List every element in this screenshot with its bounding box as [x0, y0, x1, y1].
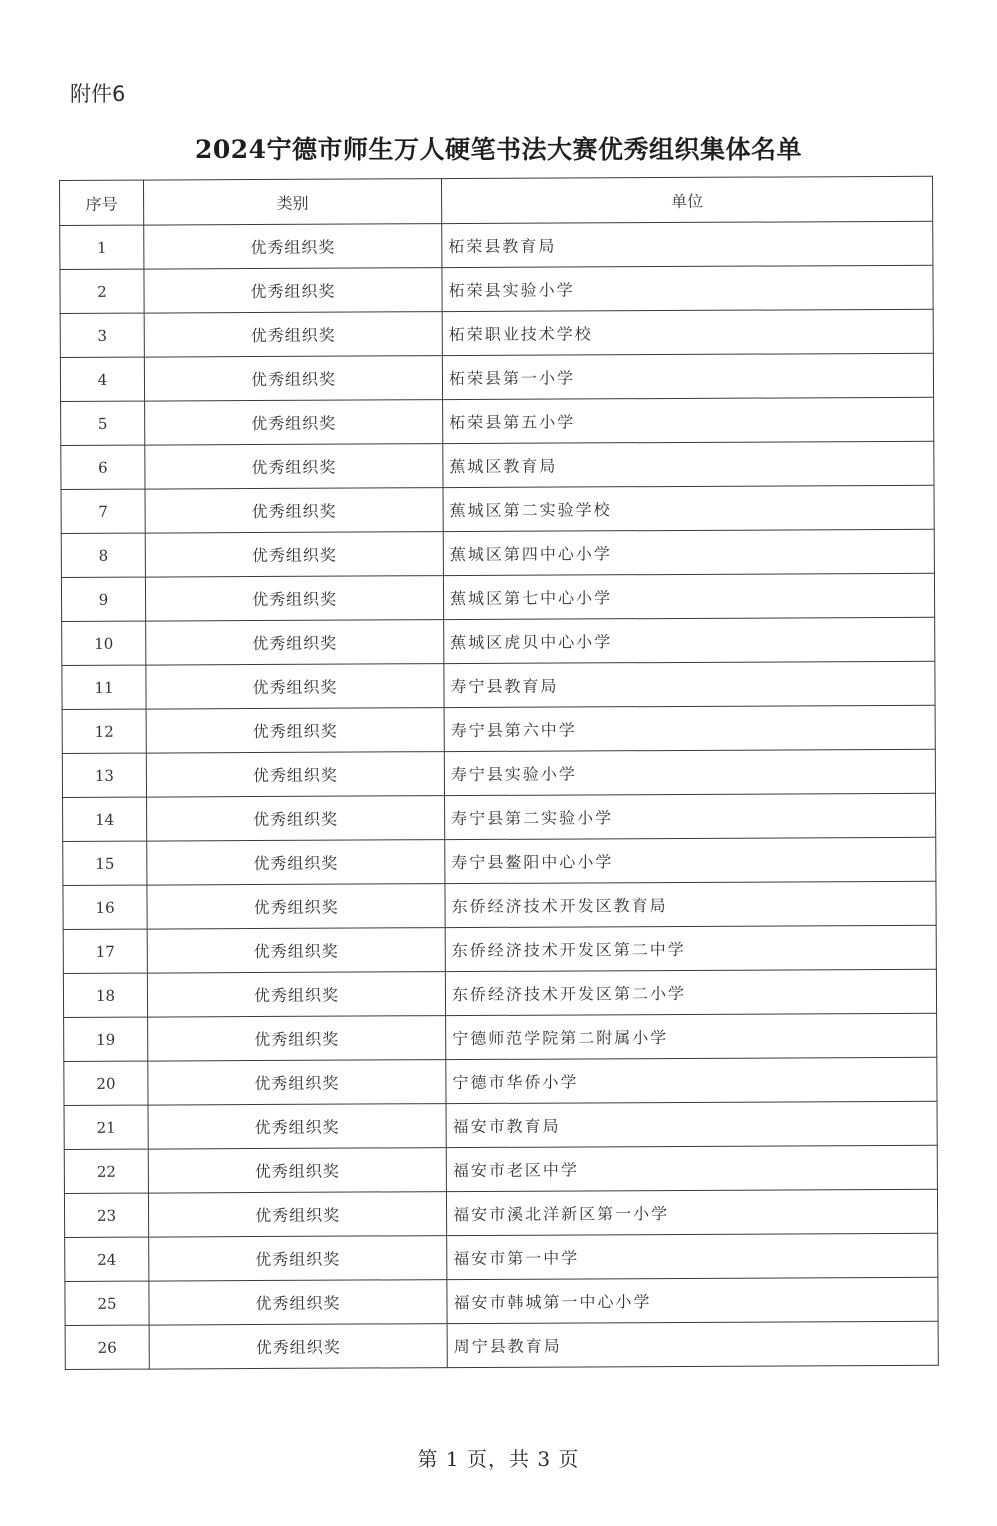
category-cell: 优秀组织奖 — [147, 972, 445, 1017]
category-cell: 优秀组织奖 — [146, 752, 444, 797]
table-row — [61, 485, 934, 533]
table-row — [64, 1101, 937, 1149]
document-title: 2024宁德市师生万人硬笔书法大赛优秀组织集体名单 — [194, 135, 803, 164]
serial-number-cell: 22 — [64, 1149, 148, 1193]
unit-cell: 东侨经济技术开发区第二小学 — [445, 969, 936, 1015]
table-row — [64, 1057, 937, 1105]
category-cell: 优秀组织奖 — [147, 796, 445, 841]
serial-number-cell: 13 — [62, 753, 146, 797]
unit-cell: 福安市老区中学 — [446, 1145, 937, 1191]
category-cell: 优秀组织奖 — [145, 488, 443, 533]
unit-cell: 寿宁县第六中学 — [444, 705, 935, 751]
unit-cell: 蕉城区虎贝中心小学 — [444, 617, 935, 663]
table-row — [62, 617, 935, 665]
unit-cell: 寿宁县教育局 — [444, 661, 935, 707]
unit-cell: 东侨经济技术开发区第二中学 — [445, 925, 936, 971]
serial-number-cell: 15 — [63, 841, 147, 885]
serial-number-cell: 18 — [63, 973, 147, 1017]
serial-number-cell: 23 — [64, 1193, 148, 1237]
category-cell: 优秀组织奖 — [145, 444, 443, 489]
category-cell: 优秀组织奖 — [148, 1192, 446, 1237]
unit-cell: 蕉城区第四中心小学 — [443, 529, 934, 575]
table-row — [60, 309, 933, 357]
unit-cell: 柘荣县第五小学 — [443, 397, 934, 443]
serial-number-cell: 11 — [62, 665, 146, 709]
table-row — [63, 793, 936, 841]
serial-number-cell: 25 — [65, 1281, 149, 1325]
category-cell: 优秀组织奖 — [148, 1016, 446, 1061]
category-cell: 优秀组织奖 — [149, 1236, 447, 1281]
table-row — [61, 441, 934, 489]
unit-cell: 周宁县教育局 — [447, 1321, 938, 1367]
award-list-table — [59, 176, 939, 1370]
table-row — [60, 221, 933, 269]
table-row — [64, 1013, 937, 1061]
unit-cell: 柘荣县实验小学 — [442, 265, 933, 311]
category-cell: 优秀组织奖 — [149, 1324, 447, 1369]
serial-number-cell: 9 — [61, 577, 145, 621]
unit-cell: 蕉城区第二实验学校 — [443, 485, 934, 531]
header-serial-number: 序号 — [60, 180, 144, 225]
category-cell: 优秀组织奖 — [144, 268, 442, 313]
unit-cell: 柘荣县教育局 — [442, 221, 933, 267]
category-cell: 优秀组织奖 — [147, 928, 445, 973]
page-footer: 第 1 页，共 3 页 — [417, 1447, 580, 1471]
serial-number-cell: 4 — [60, 357, 144, 401]
attachment-label: 附件6 — [70, 82, 126, 106]
category-cell: 优秀组织奖 — [144, 312, 442, 357]
category-cell: 优秀组织奖 — [149, 1280, 447, 1325]
category-cell: 优秀组织奖 — [146, 620, 444, 665]
table-header-row — [60, 176, 933, 225]
table-row — [63, 925, 936, 973]
serial-number-cell: 1 — [60, 225, 144, 269]
category-cell: 优秀组织奖 — [147, 840, 445, 885]
serial-number-cell: 8 — [61, 533, 145, 577]
unit-cell: 蕉城区第七中心小学 — [443, 573, 934, 619]
category-cell: 优秀组织奖 — [148, 1060, 446, 1105]
unit-cell: 柘荣县第一小学 — [442, 353, 933, 399]
table-row — [62, 661, 935, 709]
category-cell: 优秀组织奖 — [145, 532, 443, 577]
serial-number-cell: 10 — [62, 621, 146, 665]
serial-number-cell: 26 — [65, 1325, 149, 1369]
table-row — [61, 529, 934, 577]
unit-cell: 福安市教育局 — [446, 1101, 937, 1147]
table-row — [62, 749, 935, 797]
serial-number-cell: 21 — [64, 1105, 148, 1149]
table-row — [63, 837, 936, 885]
serial-number-cell: 3 — [60, 313, 144, 357]
table-row — [63, 881, 936, 929]
header-unit: 单位 — [441, 176, 932, 223]
unit-cell: 蕉城区教育局 — [443, 441, 934, 487]
category-cell: 优秀组织奖 — [146, 664, 444, 709]
serial-number-cell: 16 — [63, 885, 147, 929]
category-cell: 优秀组织奖 — [148, 1148, 446, 1193]
table-row — [60, 265, 933, 313]
category-cell: 优秀组织奖 — [145, 576, 443, 621]
unit-cell: 福安市溪北洋新区第一小学 — [446, 1189, 937, 1235]
serial-number-cell: 14 — [63, 797, 147, 841]
serial-number-cell: 19 — [64, 1017, 148, 1061]
unit-cell: 福安市韩城第一中心小学 — [447, 1277, 938, 1323]
unit-cell: 东侨经济技术开发区教育局 — [445, 881, 936, 927]
table-row — [65, 1233, 938, 1281]
serial-number-cell: 7 — [61, 489, 145, 533]
category-cell: 优秀组织奖 — [148, 1104, 446, 1149]
serial-number-cell: 12 — [62, 709, 146, 753]
unit-cell: 寿宁县第二实验小学 — [445, 793, 936, 839]
table-row — [65, 1321, 938, 1369]
table-row — [61, 397, 934, 445]
table-row — [65, 1277, 938, 1325]
category-cell: 优秀组织奖 — [146, 708, 444, 753]
unit-cell: 寿宁县鳌阳中心小学 — [445, 837, 936, 883]
category-cell: 优秀组织奖 — [144, 224, 442, 269]
serial-number-cell: 5 — [61, 401, 145, 445]
unit-cell: 柘荣职业技术学校 — [442, 309, 933, 355]
serial-number-cell: 17 — [63, 929, 147, 973]
unit-cell: 寿宁县实验小学 — [444, 749, 935, 795]
table-row — [61, 573, 934, 621]
unit-cell: 宁德师范学院第二附属小学 — [446, 1013, 937, 1059]
unit-cell: 宁德市华侨小学 — [446, 1057, 937, 1103]
table-row — [60, 353, 933, 401]
table-row — [63, 969, 936, 1017]
serial-number-cell: 2 — [60, 269, 144, 313]
unit-cell: 福安市第一中学 — [447, 1233, 938, 1279]
serial-number-cell: 6 — [61, 445, 145, 489]
serial-number-cell: 24 — [65, 1237, 149, 1281]
category-cell: 优秀组织奖 — [147, 884, 445, 929]
category-cell: 优秀组织奖 — [145, 400, 443, 445]
table-body — [60, 221, 939, 1369]
serial-number-cell: 20 — [64, 1061, 148, 1105]
award-list-table-container — [59, 176, 938, 1421]
table-row — [62, 705, 935, 753]
header-category: 类别 — [144, 179, 442, 225]
category-cell: 优秀组织奖 — [144, 356, 442, 401]
table-row — [64, 1145, 937, 1193]
table-row — [64, 1189, 937, 1237]
